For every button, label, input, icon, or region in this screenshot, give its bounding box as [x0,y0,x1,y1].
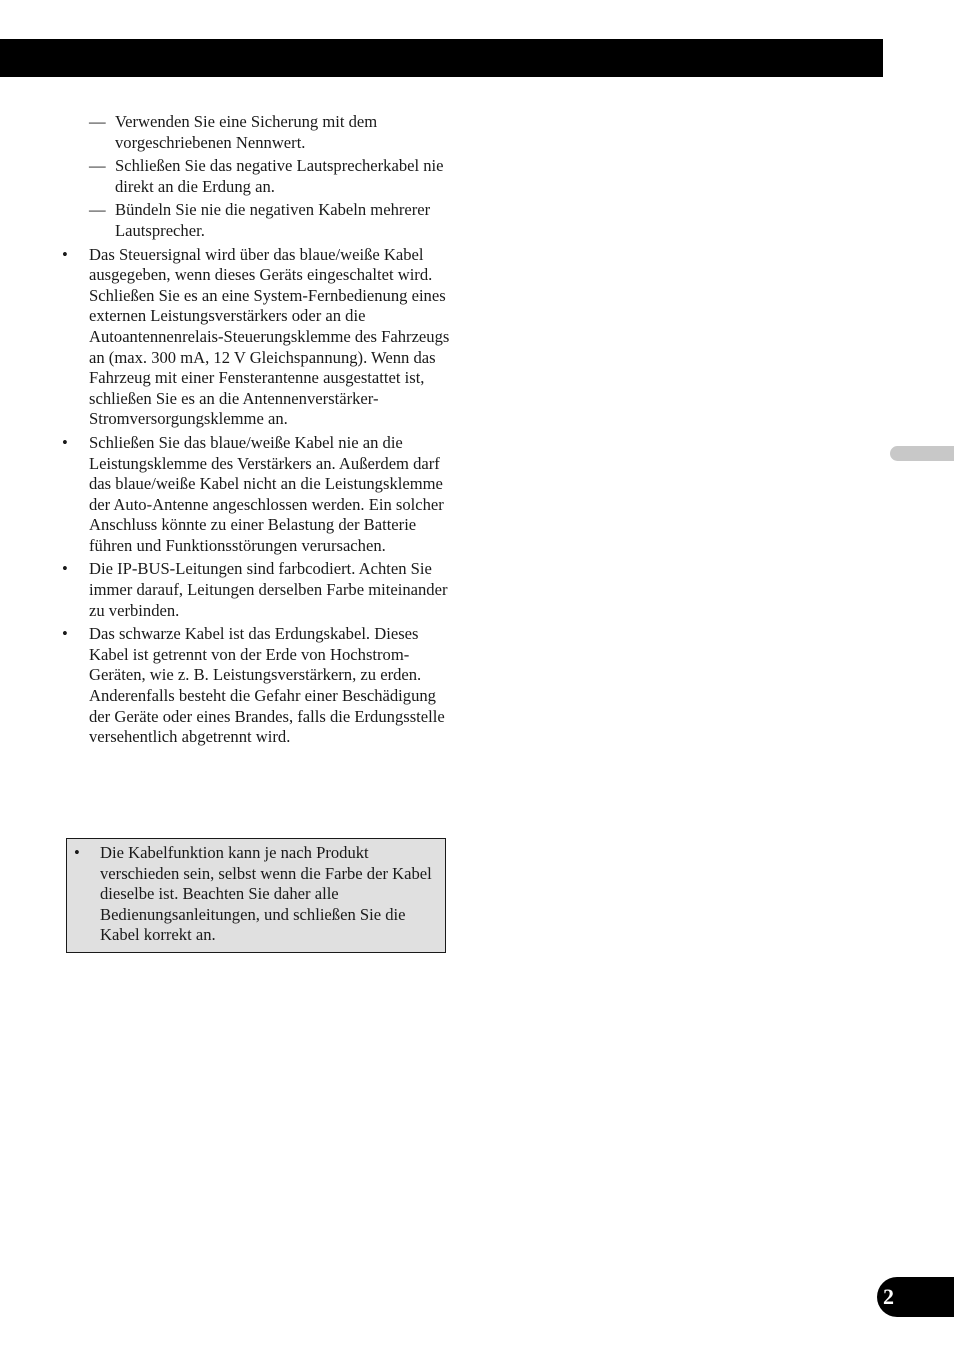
dash-list-item [58,200,458,241]
dash-list-item [58,112,458,153]
dash-item-text: Verwenden Sie eine Sicherung mit dem vorgeschriebenen Nennwert. [115,112,378,152]
bullet-list-item [58,624,458,748]
dash-mark: — [89,156,106,176]
bullet-item-text: Das Steuersignal wird über das blaue/weiße Kabel ausgegeben, wenn dieses Geräts eingeschaltet wird. Schließen Sie es an eine System-Fernbedienung eines externen Leistungsverstärkers oder an die Autoantennenrelais-Steuerungsklemme des Fahrzeugs an (max. 300 mA, 12 V Gleichspannung). Wenn das Fahrzeug mit einer Fensterantenne ausgestattet ist, schließen Sie es an die Antennenverstärker-Stromversorgungsklemme an. [89,244,450,429]
bullet-item-text: Schließen Sie das blaue/weiße Kabel nie an die Leistungsklemme des Verstärkers an. Außerdem darf das blaue/weiße Kabel nicht an die Leistungsklemme der Auto-Antenne angeschlossen werden. Ein solcher Anschluss könnte zu einer Belastung der Batterie führen und Funktionsstörungen verursachen. [89,432,444,555]
bullet-mark: • [62,624,68,644]
bullet-list-item [58,245,458,430]
dash-item-text: Bündeln Sie nie die negativen Kabeln mehrerer Lautsprecher. [115,200,431,240]
section-side-tab [890,446,954,461]
page-number: 2 [883,1284,894,1309]
note-text: Die Kabelfunktion kann je nach Produkt verschieden sein, selbst wenn die Farbe der Kabel dieselbe ist. Beachten Sie daher alle Bedienungsanleitungen, und schließen Sie die Kabel korrekt an. [100,843,432,945]
dash-list-item [58,156,458,197]
bullet-mark: • [62,432,68,452]
dash-mark: — [89,200,106,220]
bullet-mark: • [62,559,68,579]
note-box [66,838,446,953]
dash-item-text: Schließen Sie das negative Lautsprecherkabel nie direkt an die Erdung an. [115,156,444,196]
bullet-item-text: Das schwarze Kabel ist das Erdungskabel. Dieses Kabel ist getrennt von der Erde von Hochstrom-Geräten, wie z. B. Leistungsverstärkern, zu erden. Anderenfalls besteht die Gefahr einer Beschädigung der Geräte oder eines Brandes, falls die Erdungsstelle versehentlich abgetrennt wird. [89,624,445,747]
main-text-column [58,112,458,751]
bullet-mark: • [74,843,80,862]
header-bar [0,39,883,77]
bullet-list-item [58,433,458,557]
bullet-mark: • [62,244,68,264]
page-number-tab [877,1277,954,1317]
bullet-list-item [58,559,458,621]
bullet-item-text: Die IP-BUS-Leitungen sind farbcodiert. Achten Sie immer darauf, Leitungen derselben Farbe miteinander zu verbinden. [89,559,448,620]
dash-mark: — [89,112,106,131]
